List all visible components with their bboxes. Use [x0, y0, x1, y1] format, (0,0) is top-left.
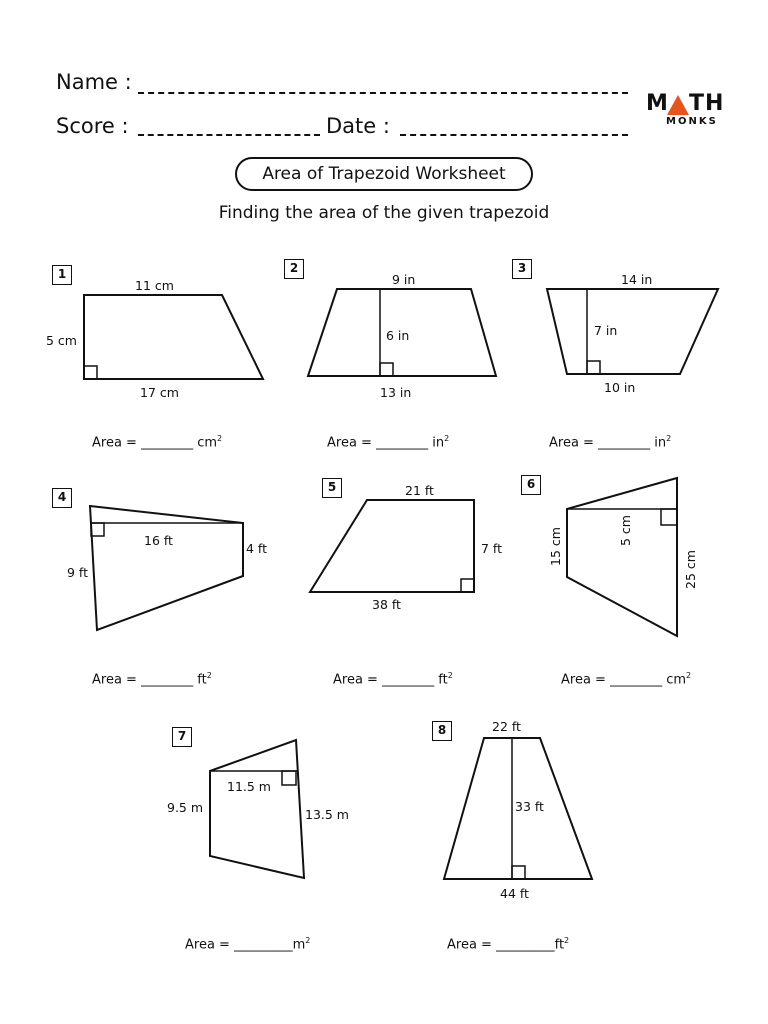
trapezoid-5	[310, 500, 474, 592]
problem-number-8: 8	[432, 721, 452, 741]
area-exponent: 2	[305, 936, 311, 945]
area-label: Area =	[92, 672, 137, 688]
right-angle-icon	[84, 366, 97, 379]
area-label: Area =	[447, 937, 492, 953]
area-blank[interactable]: _________	[496, 937, 555, 953]
date-label: Date :	[326, 114, 390, 138]
right-angle-icon	[91, 523, 104, 536]
worksheet-subtitle: Finding the area of the given trapezoid	[218, 203, 550, 223]
area-exponent: 2	[206, 671, 212, 680]
area-unit: cm	[197, 435, 218, 451]
area-exponent: 2	[444, 434, 450, 443]
right-angle-icon	[461, 579, 474, 592]
problem-number-6: 6	[521, 475, 541, 495]
area-answer-8[interactable]	[447, 936, 569, 952]
dim-label: 5 cm	[46, 333, 77, 348]
area-exponent: 2	[217, 434, 223, 443]
problem-number-4: 4	[52, 488, 72, 508]
area-answer-2[interactable]	[327, 434, 449, 450]
area-label: Area =	[333, 672, 378, 688]
logo-brand-m: M	[646, 91, 669, 116]
area-blank[interactable]: _________	[234, 937, 293, 953]
dim-label: 9 ft	[67, 565, 89, 580]
dim-label: 14 in	[621, 272, 653, 287]
area-unit: ft	[438, 672, 448, 688]
problem-number-2: 2	[284, 259, 304, 279]
area-answer-6[interactable]	[561, 671, 691, 687]
dim-label: 11 cm	[135, 278, 174, 293]
dim-label: 21 ft	[405, 483, 434, 498]
right-angle-icon	[282, 771, 296, 785]
area-label: Area =	[561, 672, 606, 688]
area-blank[interactable]: ________	[382, 672, 435, 688]
area-unit: ft	[554, 937, 565, 953]
area-unit: m	[292, 937, 306, 953]
problem-number-3: 3	[512, 259, 532, 279]
dim-label: 9 in	[392, 272, 416, 287]
area-unit: in	[432, 435, 445, 451]
right-angle-icon	[380, 363, 393, 376]
area-answer-5[interactable]	[333, 671, 453, 687]
area-label: Area =	[185, 937, 230, 953]
area-exponent: 2	[686, 671, 692, 680]
dim-label: 10 in	[604, 380, 636, 395]
logo-brand-monks: MONKS	[666, 116, 718, 127]
score-label: Score :	[56, 114, 129, 138]
right-angle-icon	[661, 509, 677, 525]
trapezoid-3	[547, 289, 718, 374]
dim-label: 22 ft	[492, 719, 521, 734]
trapezoid-4	[90, 506, 243, 630]
dim-label: 9.5 m	[167, 800, 204, 815]
dim-label: 44 ft	[500, 886, 529, 901]
problem-number-1: 1	[52, 265, 72, 285]
dim-label: 7 ft	[481, 541, 503, 556]
worksheet-title: Area of Trapezoid Worksheet	[235, 157, 533, 191]
area-blank[interactable]: ________	[141, 672, 194, 688]
area-exponent: 2	[447, 671, 453, 680]
area-answer-1[interactable]	[92, 434, 222, 450]
dim-label: 15 cm	[548, 527, 563, 566]
trapezoid-7	[210, 740, 304, 878]
area-unit: ft	[197, 672, 207, 688]
area-exponent: 2	[564, 936, 570, 945]
dim-label: 38 ft	[372, 597, 401, 612]
area-exponent: 2	[666, 434, 672, 443]
area-label: Area =	[92, 435, 137, 451]
area-blank[interactable]: ________	[598, 435, 651, 451]
problem-number-5: 5	[322, 478, 342, 498]
name-label: Name :	[56, 70, 132, 94]
area-unit: cm	[666, 672, 687, 688]
area-unit: in	[654, 435, 667, 451]
dim-label: 13 in	[380, 385, 412, 400]
area-blank[interactable]: ________	[610, 672, 663, 688]
area-label: Area =	[549, 435, 594, 451]
dim-label: 13.5 m	[305, 807, 349, 822]
dim-label: 33 ft	[515, 799, 544, 814]
area-answer-7[interactable]	[185, 936, 310, 952]
dim-label: 17 cm	[140, 385, 179, 400]
dim-label: 7 in	[594, 323, 618, 338]
logo-brand-th: TH	[689, 91, 725, 116]
trapezoid-6	[567, 478, 677, 636]
area-blank[interactable]: ________	[376, 435, 429, 451]
area-answer-3[interactable]	[549, 434, 671, 450]
area-blank[interactable]: ________	[141, 435, 194, 451]
dim-label: 11.5 m	[227, 779, 271, 794]
area-answer-4[interactable]	[92, 671, 212, 687]
dim-label: 5 cm	[618, 515, 633, 546]
problem-number-7: 7	[172, 727, 192, 747]
right-angle-icon	[587, 361, 600, 374]
trapezoid-1	[84, 295, 263, 379]
area-label: Area =	[327, 435, 372, 451]
dim-label: 16 ft	[144, 533, 173, 548]
dim-label: 4 ft	[246, 541, 268, 556]
right-angle-icon	[512, 866, 525, 879]
dim-label: 25 cm	[683, 550, 698, 589]
dim-label: 6 in	[386, 328, 410, 343]
